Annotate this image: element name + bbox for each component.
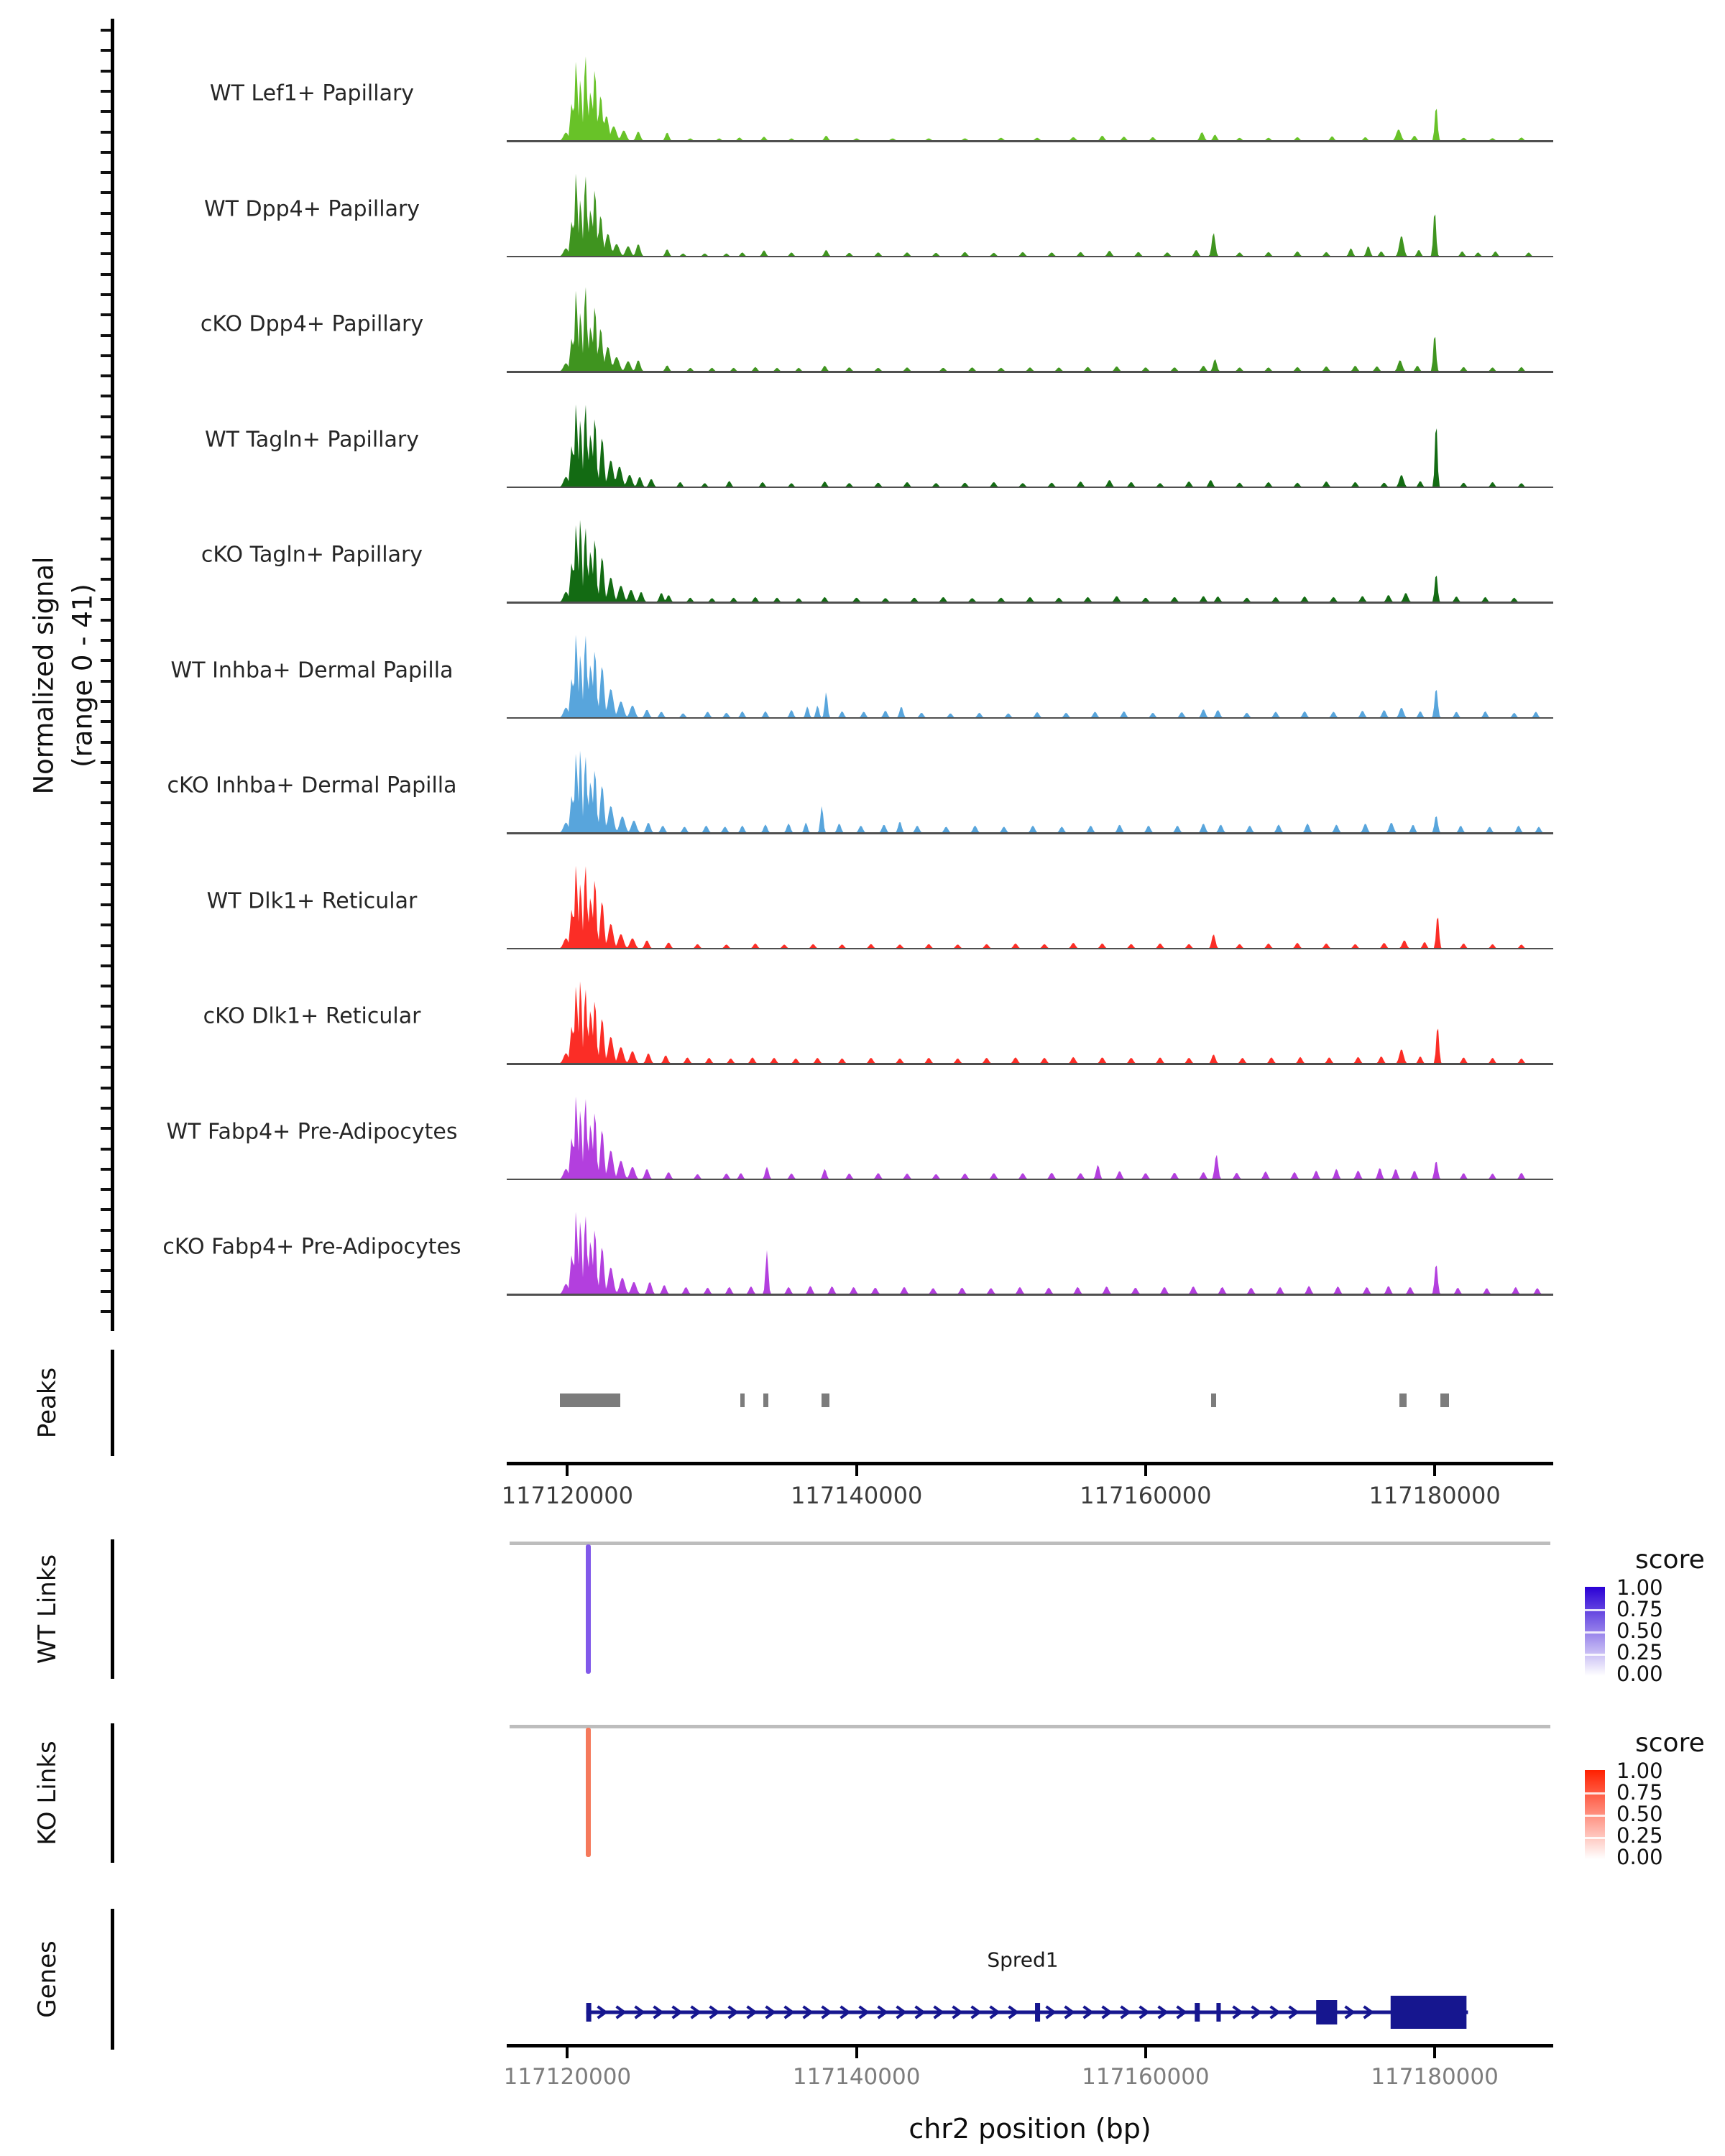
coverage-area xyxy=(510,632,1550,718)
ko-links-section-axis-bar xyxy=(111,1723,114,1863)
peak-interval xyxy=(1440,1393,1449,1407)
y-axis-minor-tick xyxy=(101,558,111,561)
lower-x-axis-line xyxy=(507,2044,1553,2047)
y-axis-minor-tick xyxy=(101,374,111,377)
y-axis-minor-tick xyxy=(101,1290,111,1293)
y-axis-minor-tick xyxy=(101,334,111,337)
track-baseline xyxy=(507,832,1553,834)
wt-score-legend-title: score xyxy=(1635,1545,1705,1575)
y-axis-minor-tick xyxy=(101,700,111,703)
y-axis-minor-tick xyxy=(101,903,111,906)
peak-interval xyxy=(822,1393,830,1407)
y-axis-minor-tick xyxy=(101,680,111,683)
wt-link-line xyxy=(586,1544,591,1674)
track-label: cKO Dlk1+ Reticular xyxy=(203,1003,421,1029)
y-axis-minor-tick xyxy=(101,781,111,784)
coverage-area xyxy=(510,1093,1550,1179)
y-axis-minor-tick xyxy=(101,29,111,32)
signal-y-axis-label-line2: (range 0 - 41) xyxy=(67,584,98,768)
ko-links-baseline xyxy=(510,1725,1550,1728)
track-baseline xyxy=(507,717,1553,719)
signal-y-axis-line xyxy=(111,19,114,1331)
peak-interval xyxy=(1211,1393,1216,1407)
y-axis-minor-tick xyxy=(101,801,111,804)
peak-interval xyxy=(740,1393,745,1407)
y-axis-minor-tick xyxy=(101,1269,111,1272)
ko-link-line xyxy=(586,1728,591,1857)
wt-score-legend-gradient xyxy=(1585,1587,1605,1676)
x-axis-tick xyxy=(1144,2047,1147,2058)
wt-score-legend-ticks xyxy=(1616,1577,1663,1685)
y-axis-minor-tick xyxy=(101,842,111,845)
y-axis-minor-tick xyxy=(101,639,111,642)
track-baseline xyxy=(507,1063,1553,1065)
track-label: cKO Fabp4+ Pre-Adipocytes xyxy=(162,1234,461,1260)
y-axis-minor-tick xyxy=(101,1107,111,1110)
y-axis-minor-tick xyxy=(101,538,111,540)
y-axis-minor-tick xyxy=(101,761,111,764)
y-axis-minor-tick xyxy=(101,171,111,174)
track-label: WT Tagln+ Papillary xyxy=(205,427,419,452)
y-axis-minor-tick xyxy=(101,212,111,215)
y-axis-minor-tick xyxy=(101,1188,111,1191)
y-axis-minor-tick xyxy=(101,883,111,886)
upper-x-axis-line xyxy=(507,1462,1553,1465)
peaks-section-axis-bar xyxy=(111,1350,114,1456)
y-axis-minor-tick xyxy=(101,293,111,296)
y-axis-minor-tick xyxy=(101,720,111,723)
y-axis-minor-tick xyxy=(101,923,111,926)
track-baseline xyxy=(507,1179,1553,1181)
track-label: WT Inhba+ Dermal Papilla xyxy=(170,658,454,683)
wt-score-tick: 0.50 xyxy=(1616,1618,1663,1643)
track-baseline xyxy=(507,948,1553,950)
y-axis-minor-tick xyxy=(101,49,111,52)
track-label: WT Dlk1+ Reticular xyxy=(206,888,418,913)
y-axis-minor-tick xyxy=(101,578,111,581)
wt-links-section-label: WT Links xyxy=(33,1554,62,1664)
x-axis-tick xyxy=(1144,1465,1147,1476)
y-axis-minor-tick xyxy=(101,354,111,357)
y-axis-minor-tick xyxy=(101,1229,111,1232)
ko-score-legend-gradient xyxy=(1585,1770,1605,1859)
y-axis-minor-tick xyxy=(101,1310,111,1313)
y-axis-minor-tick xyxy=(101,273,111,276)
x-axis-tick xyxy=(855,2047,858,2058)
y-axis-minor-tick xyxy=(101,436,111,438)
y-axis-minor-tick xyxy=(101,1005,111,1008)
peak-interval xyxy=(763,1393,768,1407)
y-axis-minor-tick xyxy=(101,395,111,397)
x-axis-tick xyxy=(566,2047,569,2058)
y-axis-minor-tick xyxy=(101,415,111,418)
signal-y-axis-label xyxy=(24,556,101,794)
ko-score-legend-ticks xyxy=(1616,1760,1663,1868)
ko-score-tick: 0.50 xyxy=(1616,1802,1663,1826)
track-baseline xyxy=(507,1294,1553,1296)
ko-links-section-label: KO Links xyxy=(33,1741,62,1846)
ko-score-tick: 0.75 xyxy=(1616,1780,1663,1805)
y-axis-minor-tick xyxy=(101,659,111,662)
track-baseline xyxy=(507,371,1553,373)
track-baseline xyxy=(507,487,1553,489)
track-label: cKO Dpp4+ Papillary xyxy=(200,311,424,337)
track-label: WT Dpp4+ Papillary xyxy=(203,196,420,221)
track-baseline xyxy=(507,256,1553,258)
ko-score-legend-title: score xyxy=(1635,1728,1705,1758)
x-axis-tick-label: 117140000 xyxy=(791,1482,923,1509)
y-axis-minor-tick xyxy=(101,476,111,479)
y-axis-minor-tick xyxy=(101,619,111,622)
y-axis-minor-tick xyxy=(101,598,111,601)
ko-score-tick: 0.25 xyxy=(1616,1823,1663,1848)
coverage-area xyxy=(510,516,1550,602)
wt-links-section-axis-bar xyxy=(111,1539,114,1679)
y-axis-minor-tick xyxy=(101,456,111,459)
track-label: cKO Tagln+ Papillary xyxy=(201,542,423,568)
peak-interval xyxy=(560,1393,620,1407)
track-label: WT Fabp4+ Pre-Adipocytes xyxy=(166,1119,458,1144)
coverage-area xyxy=(510,977,1550,1064)
wt-score-tick: 0.75 xyxy=(1616,1597,1663,1621)
y-axis-minor-tick xyxy=(101,862,111,865)
x-axis-tick-label: 117180000 xyxy=(1368,1482,1501,1509)
x-axis-tick-label: 117180000 xyxy=(1371,2064,1499,2090)
x-axis-tick-label: 117160000 xyxy=(1082,2064,1210,2090)
x-axis-title: chr2 position (bp) xyxy=(908,2113,1151,2145)
y-axis-minor-tick xyxy=(101,822,111,825)
y-axis-minor-tick xyxy=(101,131,111,134)
wt-score-tick: 0.00 xyxy=(1616,1662,1663,1686)
coverage-area xyxy=(510,55,1550,141)
y-axis-minor-tick xyxy=(101,70,111,73)
x-axis-tick xyxy=(566,1465,569,1476)
ko-score-tick: 1.00 xyxy=(1616,1759,1663,1783)
peak-interval xyxy=(1399,1393,1407,1407)
y-axis-minor-tick xyxy=(101,1127,111,1130)
wt-links-baseline xyxy=(510,1542,1550,1545)
peaks-section-label: Peaks xyxy=(33,1367,62,1439)
coverage-area xyxy=(510,1208,1550,1294)
coverage-area xyxy=(510,747,1550,833)
y-axis-minor-tick xyxy=(101,741,111,744)
y-axis-minor-tick xyxy=(101,1026,111,1028)
track-baseline xyxy=(507,602,1553,604)
genes-section-axis-bar xyxy=(111,1909,114,2050)
y-axis-minor-tick xyxy=(101,110,111,113)
y-axis-minor-tick xyxy=(101,1087,111,1089)
gene-model xyxy=(510,1981,1550,2045)
x-axis-tick-label: 117160000 xyxy=(1080,1482,1212,1509)
signal-y-axis-label-line1: Normalized signal xyxy=(28,556,60,795)
y-axis-minor-tick xyxy=(101,252,111,255)
x-axis-tick-label: 117140000 xyxy=(792,2064,921,2090)
x-axis-tick xyxy=(855,1465,858,1476)
ko-score-tick: 0.00 xyxy=(1616,1845,1663,1869)
y-axis-minor-tick xyxy=(101,1066,111,1069)
y-axis-minor-tick xyxy=(101,1046,111,1049)
wt-score-tick: 0.25 xyxy=(1616,1640,1663,1664)
coverage-area xyxy=(510,285,1550,372)
x-axis-tick-label: 117120000 xyxy=(501,1482,634,1509)
y-axis-minor-tick xyxy=(101,944,111,947)
coverage-area xyxy=(510,862,1550,949)
y-axis-minor-tick xyxy=(101,964,111,967)
y-axis-minor-tick xyxy=(101,151,111,154)
track-baseline xyxy=(507,140,1553,142)
x-axis-tick xyxy=(1433,1465,1436,1476)
coverage-area xyxy=(510,401,1550,487)
y-axis-minor-tick xyxy=(101,313,111,316)
y-axis-minor-tick xyxy=(101,497,111,499)
wt-score-tick: 1.00 xyxy=(1616,1575,1663,1600)
y-axis-minor-tick xyxy=(101,191,111,194)
y-axis-minor-tick xyxy=(101,90,111,93)
x-axis-tick xyxy=(1433,2047,1436,2058)
y-axis-minor-tick xyxy=(101,985,111,987)
y-axis-minor-tick xyxy=(101,232,111,235)
y-axis-minor-tick xyxy=(101,1249,111,1252)
y-axis-minor-tick xyxy=(101,1148,111,1151)
y-axis-minor-tick xyxy=(101,1168,111,1171)
track-label: cKO Inhba+ Dermal Papilla xyxy=(167,773,457,798)
y-axis-minor-tick xyxy=(101,517,111,520)
genes-section-label: Genes xyxy=(33,1940,62,2018)
coverage-area xyxy=(510,170,1550,257)
track-label: WT Lef1+ Papillary xyxy=(209,80,415,106)
y-axis-minor-tick xyxy=(101,1208,111,1211)
x-axis-tick-label: 117120000 xyxy=(503,2064,632,2090)
gene-name-label: Spred1 xyxy=(987,1948,1059,1972)
